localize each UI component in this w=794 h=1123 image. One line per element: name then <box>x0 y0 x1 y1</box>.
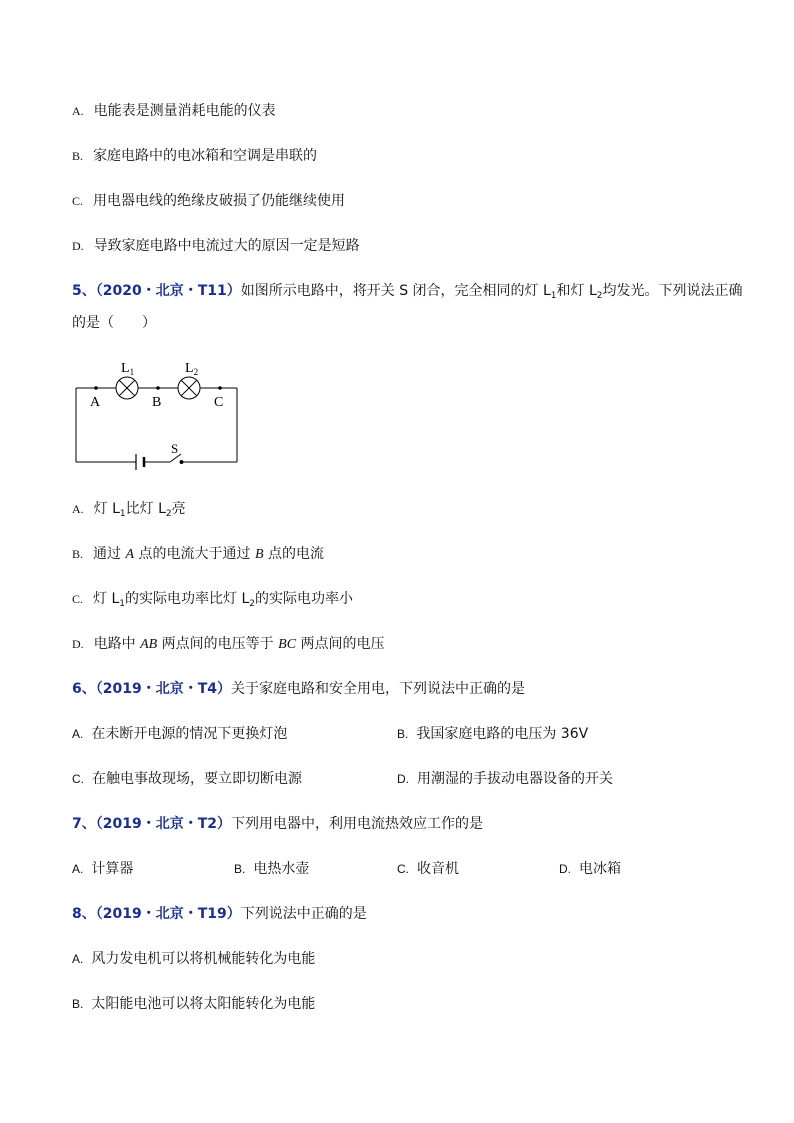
q6-option-b: B. 我国家庭电路的电压为 36V <box>397 726 589 742</box>
lamp-l2-icon <box>178 377 200 399</box>
q7-option-d: D. 电冰箱 <box>559 861 621 877</box>
q6-option-c: C. 在触电事故现场，要立即切断电源 <box>72 771 302 787</box>
point-c-dot <box>218 386 222 390</box>
q8-option-b: B. 太阳能电池可以将太阳能转化为电能 <box>72 996 316 1012</box>
q4-option-d: D. 导致家庭电路中电流过大的原因一定是短路 <box>72 238 360 254</box>
label-c: C <box>214 395 224 410</box>
q5-option-d: D. 电路中 AB 两点间的电压等于 BC 两点间的电压 <box>72 636 385 652</box>
q4-option-c: C. 用电器电线的绝缘皮破损了仍能继续使用 <box>72 193 346 209</box>
circuit-diagram <box>70 355 250 470</box>
q6-number: 6、 <box>72 681 96 697</box>
q5-option-a: A. 灯 $L_1$比灯 $L_2$亮 <box>72 501 186 519</box>
q4-option-b-text: 家庭电路中的电冰箱和空调是串联的 <box>93 148 318 164</box>
q8-number: 8、 <box>72 906 96 922</box>
q5-stem: 5、（2020・北京・T11）如图所示电路中，将开关 S 闭合，完全相同的灯 $L_1$和灯 $L_2$均发光。下列说法正确 <box>72 283 743 301</box>
q5-option-b: B. 通过 A 点的电流大于通过 B 点的电流 <box>72 546 324 562</box>
label-a: A <box>90 395 101 410</box>
point-a-dot <box>94 386 98 390</box>
q6-source: （2019・北京・T4） <box>95 681 232 697</box>
q7-option-a: A. 计算器 <box>72 861 134 877</box>
label-b: B <box>152 395 162 410</box>
q5-option-c: C. 灯 $L_1$的实际电功率比灯 $L_2$的实际电功率小 <box>72 591 353 609</box>
q6-stem: 6、（2019・北京・T4）关于家庭电路和安全用电，下列说法中正确的是 <box>72 681 526 697</box>
q6-option-a: A. 在未断开电源的情况下更换灯泡 <box>72 726 288 742</box>
q5-stem-line2: 的是（ ） <box>72 315 156 331</box>
q7-option-c: C. 收音机 <box>397 861 459 877</box>
label-l2: $L_2$ <box>185 361 199 377</box>
point-b-dot <box>156 386 160 390</box>
q4-option-d-text: 导致家庭电路中电流过大的原因一定是短路 <box>93 238 360 254</box>
q7-option-b: B. 电热水壶 <box>234 861 310 877</box>
lamp-l1-icon <box>116 377 138 399</box>
q4-option-a-text: 电能表是测量消耗电能的仪表 <box>93 103 276 119</box>
battery-icon <box>136 454 144 470</box>
label-l1: $L_1$ <box>121 361 135 377</box>
q7-stem: 7、（2019・北京・T2）下列用电器中，利用电流热效应工作的是 <box>72 816 484 832</box>
label-s: S <box>171 441 179 456</box>
q7-source: （2019・北京・T2） <box>95 816 232 832</box>
q7-number: 7、 <box>72 816 96 832</box>
q5-number: 5、 <box>72 283 96 299</box>
q8-option-a: A. 风力发电机可以将机械能转化为电能 <box>72 951 316 967</box>
q4-option-b: B. 家庭电路中的电冰箱和空调是串联的 <box>72 148 318 164</box>
q8-stem: 8、（2019・北京・T19）下列说法中正确的是 <box>72 906 367 922</box>
q6-option-d: D. 用潮湿的手拔动电器设备的开关 <box>397 771 613 787</box>
q8-source: （2019・北京・T19） <box>95 906 241 922</box>
q5-source: （2020・北京・T11） <box>95 283 241 299</box>
q4-option-c-text: 用电器电线的绝缘皮破损了仍能继续使用 <box>93 193 346 209</box>
q4-option-a: A. 电能表是测量消耗电能的仪表 <box>72 103 276 119</box>
